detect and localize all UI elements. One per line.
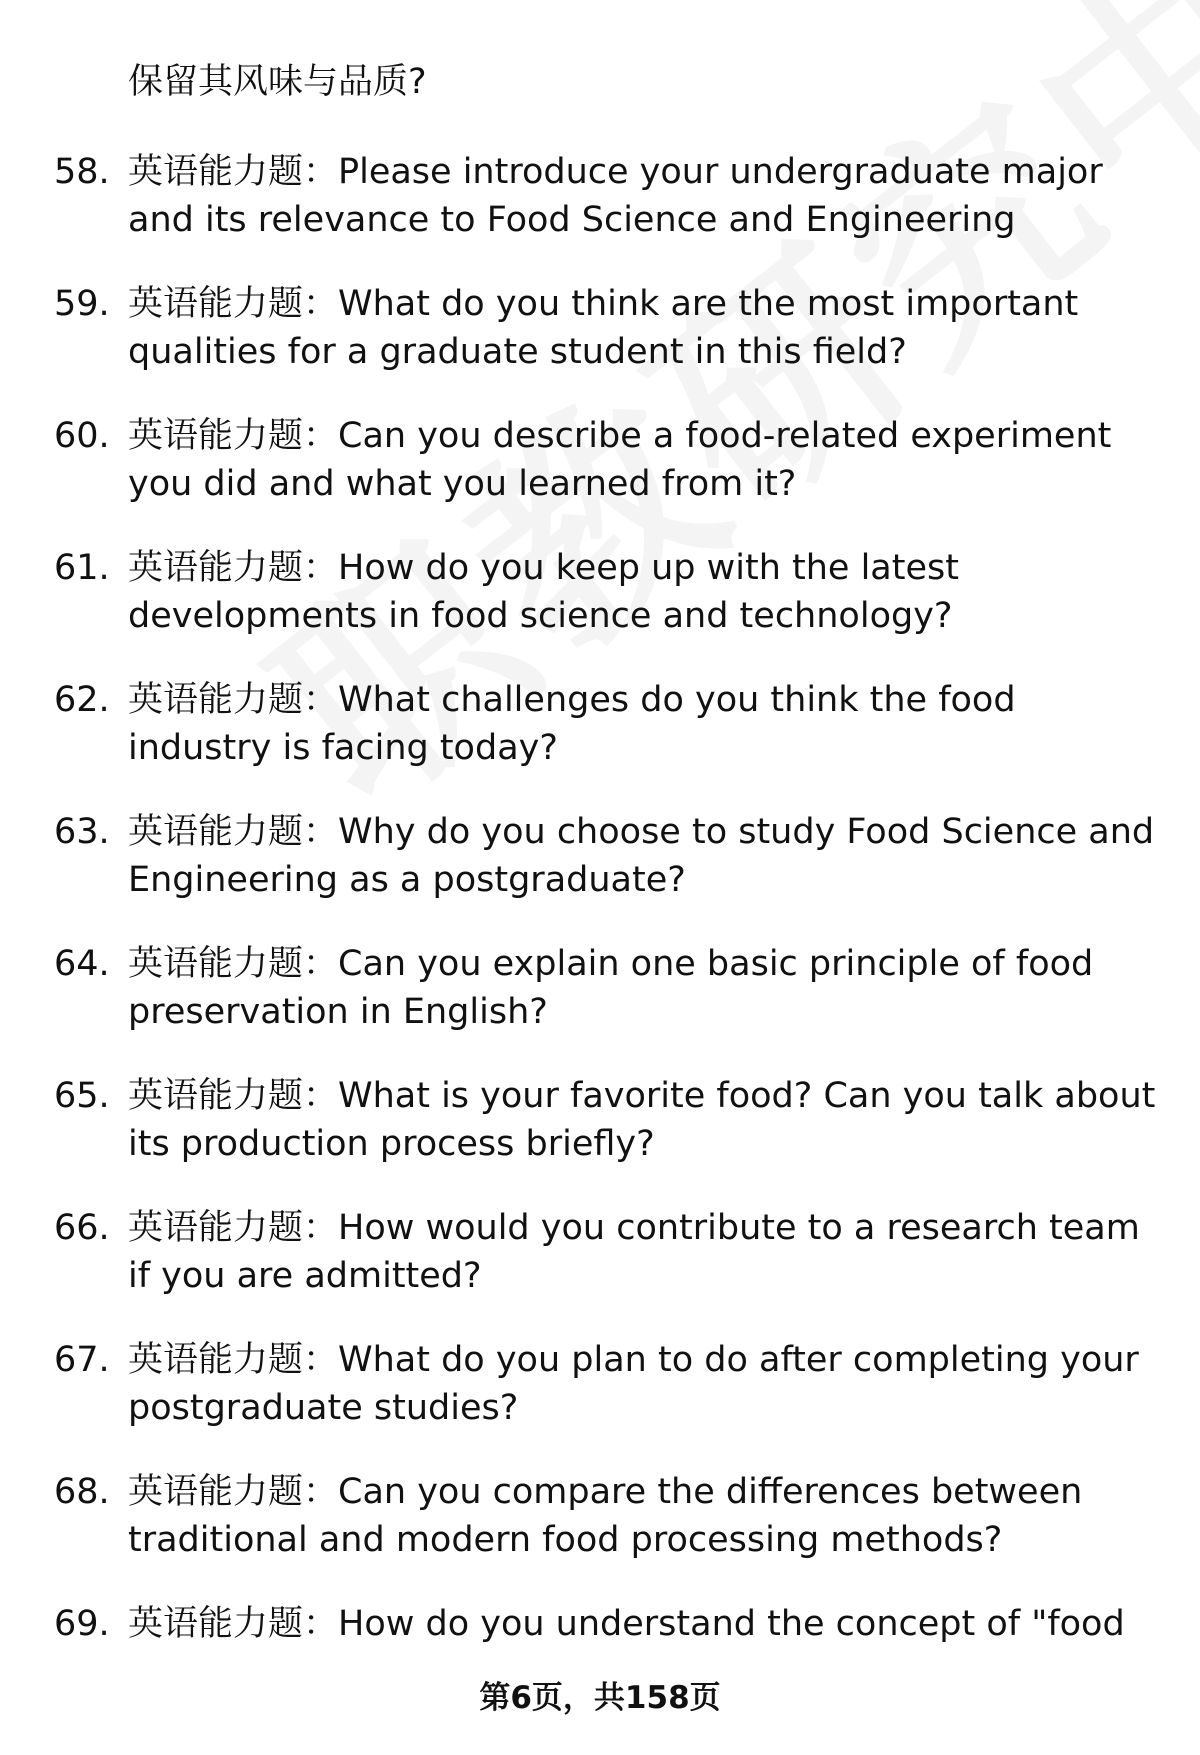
question-line: 英语能力题：Can you explain one basic principle of food [128,944,1094,984]
question-text [128,1600,1164,1648]
question-number: 68. [54,1472,110,1512]
question-line: 英语能力题：Please introduce your undergraduate major [128,152,1103,192]
question-text [128,1072,1164,1168]
question-item [54,676,1164,772]
question-line: Engineering as a postgraduate? [128,860,686,900]
question-item [54,940,1164,1036]
question-text [128,544,1164,640]
question-text [128,808,1164,904]
question-number: 59. [54,284,110,324]
question-line: 英语能力题：Why do you choose to study Food Science and [128,812,1155,852]
question-number: 67. [54,1340,110,1380]
question-item [54,1468,1164,1564]
question-text [128,940,1164,1036]
question-number: 58. [54,152,110,192]
question-item [54,544,1164,640]
page-footer: 第6页，共158页 [479,1680,721,1716]
question-number: 61. [54,548,110,588]
question-line: if you are admitted? [128,1256,482,1296]
question-line: 英语能力题：How would you contribute to a research team [128,1208,1140,1248]
question-item [54,1204,1164,1300]
question-line: and its relevance to Food Science and Engineering [128,200,1016,240]
question-number: 65. [54,1076,110,1116]
question-item [54,412,1164,508]
question-line: industry is facing today? [128,728,558,768]
question-text [128,280,1164,376]
question-number: 63. [54,812,110,852]
question-number: 69. [54,1604,110,1644]
question-number: 66. [54,1208,110,1248]
question-number: 62. [54,680,110,720]
question-number: 60. [54,416,110,456]
question-line: you did and what you learned from it? [128,464,797,504]
question-item [54,1336,1164,1432]
question-text [128,412,1164,508]
question-text [128,1468,1164,1564]
question-line: developments in food science and technology? [128,596,953,636]
question-text [128,148,1164,244]
question-number: 64. [54,944,110,984]
question-line: 英语能力题：What is your favorite food? Can you talk about [128,1076,1156,1116]
question-line: 英语能力题：What do you think are the most important [128,284,1079,324]
question-line: 英语能力题：How do you understand the concept of "food [128,1604,1125,1644]
question-text [128,1204,1164,1300]
question-item [54,1072,1164,1168]
question-line: qualities for a graduate student in this field? [128,332,907,372]
question-item [54,808,1164,904]
question-line: its production process briefly? [128,1124,655,1164]
question-item [54,280,1164,376]
question-line: 英语能力题：Can you describe a food-related experiment [128,416,1112,456]
question-line: 英语能力题：What do you plan to do after completing your [128,1340,1139,1380]
question-line: traditional and modern food processing methods? [128,1520,1003,1560]
question-line: 英语能力题：Can you compare the differences between [128,1472,1083,1512]
question-text [128,676,1164,772]
question-line: 英语能力题：How do you keep up with the latest [128,548,959,588]
question-line: postgraduate studies? [128,1388,519,1428]
question-item [54,1600,1164,1648]
question-text [128,1336,1164,1432]
question-line: preservation in English? [128,992,548,1032]
continuation-text: 保留其风味与品质? [128,62,427,102]
question-line: 英语能力题：What challenges do you think the food [128,680,1016,720]
question-item [54,148,1164,244]
